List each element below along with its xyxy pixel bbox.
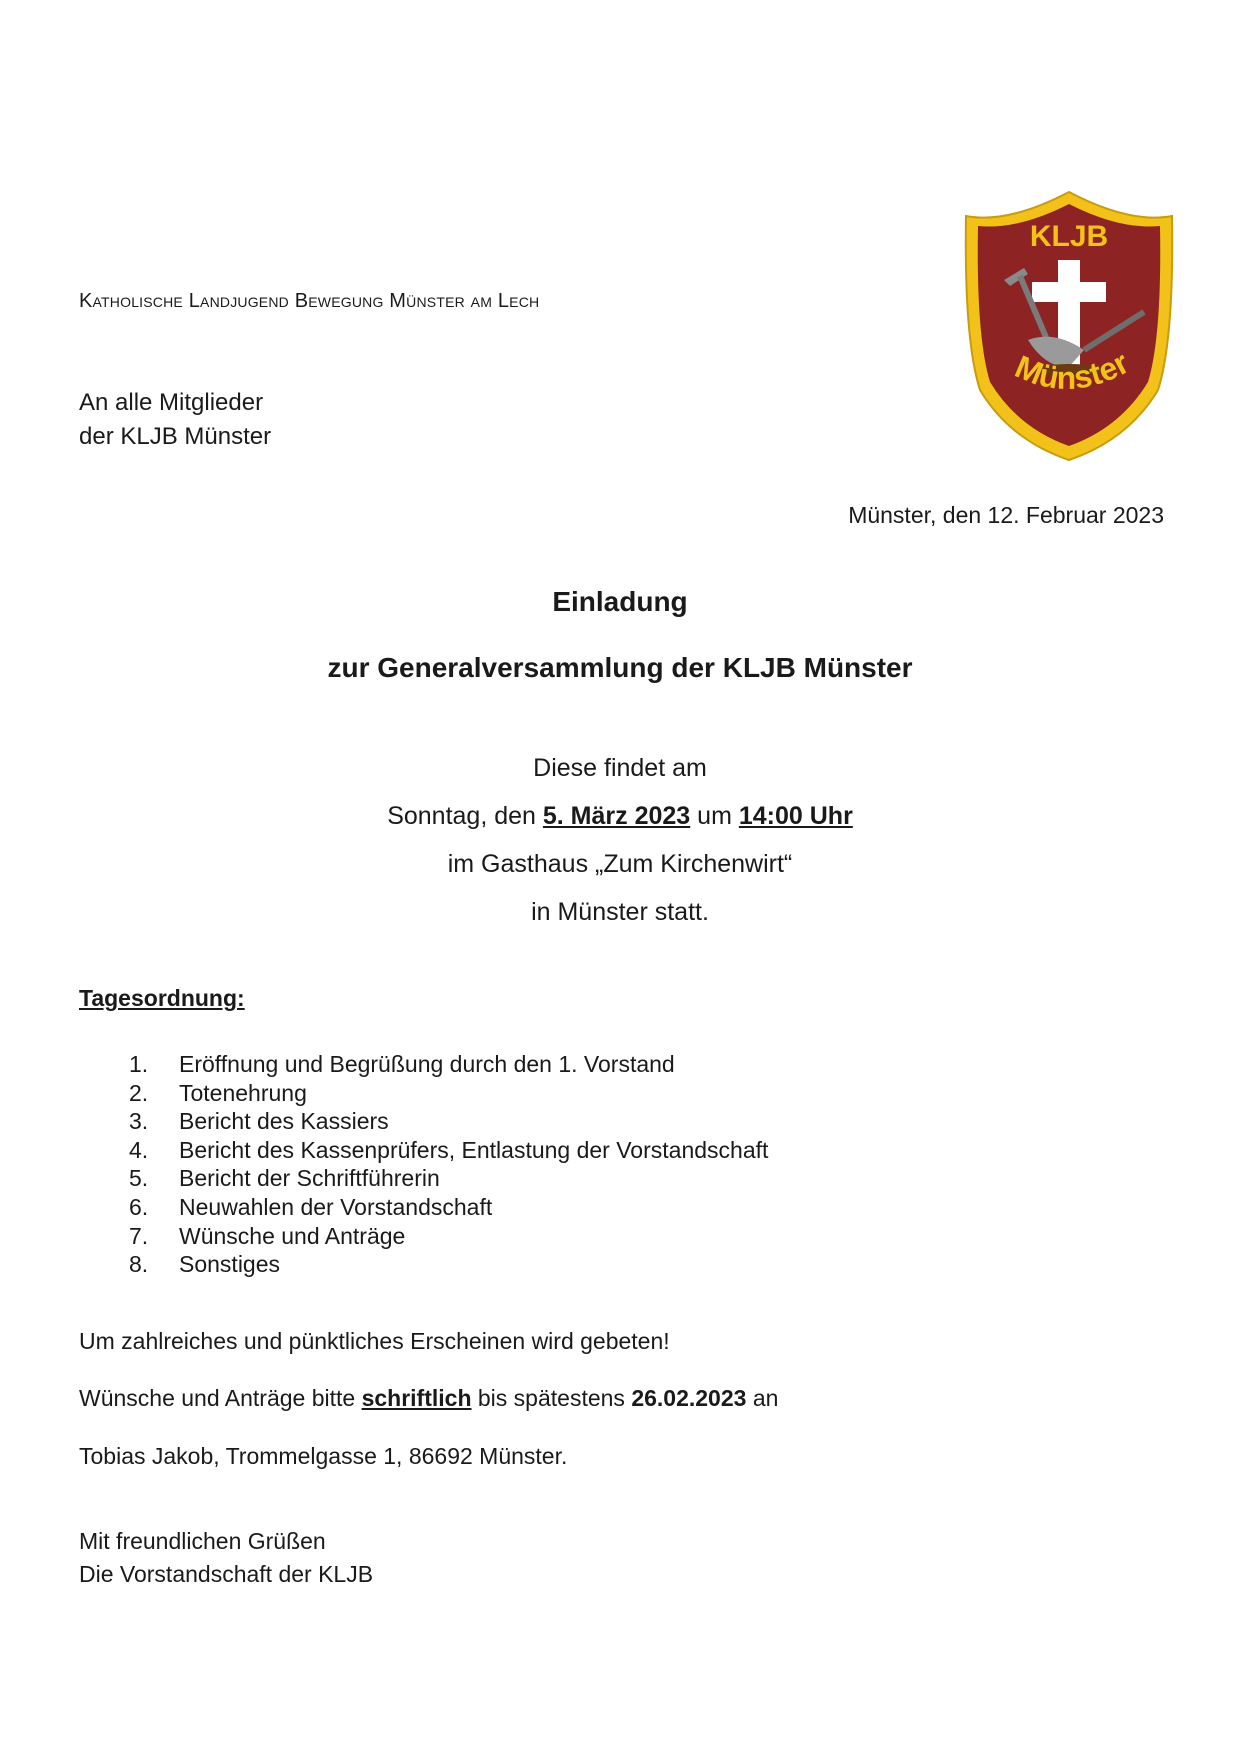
organization-header: Katholische Landjugend Bewegung Münster am Lech [79,290,540,312]
logo-top-text: KLJB [1029,220,1109,253]
contact-address: Tobias Jakob, Trommelgasse 1, 86692 Münster. [79,1443,568,1469]
agenda-item-text: Eröffnung und Begrüßung durch den 1. Vorstand [179,1051,675,1077]
agenda-item-number: 6. [129,1193,149,1220]
event-details [0,744,1240,936]
agenda-item-number: 3. [129,1108,149,1135]
signature-sender: Die Vorstandschaft der KLJB [79,1561,374,1587]
agenda-item [129,1050,768,1079]
agenda-item-number: 4. [129,1136,149,1163]
agenda-item-text: Wünsche und Anträge [179,1222,406,1249]
agenda-item-number: 5. [129,1165,149,1192]
agenda-item-number: 1. [129,1051,149,1077]
kljb-logo [958,190,1180,462]
proposals-prefix: Wünsche und Anträge bitte [79,1385,356,1411]
event-venue: im Gasthaus „Zum Kirchenwirt“ [447,850,793,878]
event-line: Diese findet am [533,754,707,782]
agenda-item-text: Bericht des Kassenprüfers, Entlastung der Vorstandschaft [179,1136,769,1163]
agenda-item [129,1164,768,1193]
agenda-item-number: 2. [129,1079,149,1106]
proposals-deadline: 26.02.2023 [631,1385,747,1411]
agenda-item-text: Sonstiges [179,1251,281,1278]
agenda-item-text: Bericht des Kassiers [179,1108,389,1135]
letter-subtitle: zur Generalversammlung der KLJB Münster [327,652,913,683]
agenda-item [129,1136,768,1165]
letter-title: Einladung [552,586,688,617]
agenda-item-text: Totenehrung [179,1079,307,1106]
agenda-item [129,1193,768,1222]
attendance-request: Um zahlreiches und pünktliches Erscheinen wird gebeten! [79,1328,670,1354]
proposals-emphasis: schriftlich [361,1385,472,1411]
event-time: 14:00 Uhr [738,802,853,830]
recipient-line: der KLJB Münster [79,423,272,450]
agenda-item-number: 7. [129,1222,149,1249]
proposals-suffix: an [752,1385,779,1411]
event-line-mid: um [697,802,732,830]
recipient-block [79,386,271,454]
letter-date: Münster, den 12. Februar 2023 [848,502,1164,528]
agenda-item [129,1079,768,1108]
event-date-time-line [0,792,1240,840]
agenda-item-number: 8. [129,1251,149,1278]
agenda-item [129,1107,768,1136]
signature-greeting: Mit freundlichen Grüßen [79,1528,326,1554]
event-line-prefix: Sonntag, den [387,802,536,830]
agenda-heading: Tagesordnung: [79,985,245,1011]
event-location: in Münster statt. [531,898,709,926]
agenda-item-text: Bericht der Schriftführerin [179,1165,440,1192]
agenda-item [129,1222,768,1251]
proposals-mid: bis spätestens [477,1385,625,1411]
recipient-line: An alle Mitglieder [79,389,264,416]
agenda-item [129,1250,768,1279]
logo-bottom-text: Münster [1010,344,1135,396]
agenda-list [129,1050,768,1279]
proposals-deadline-line [79,1385,778,1412]
event-date: 5. März 2023 [542,802,691,830]
signature-block [79,1525,373,1591]
agenda-item-text: Neuwahlen der Vorstandschaft [179,1193,493,1220]
